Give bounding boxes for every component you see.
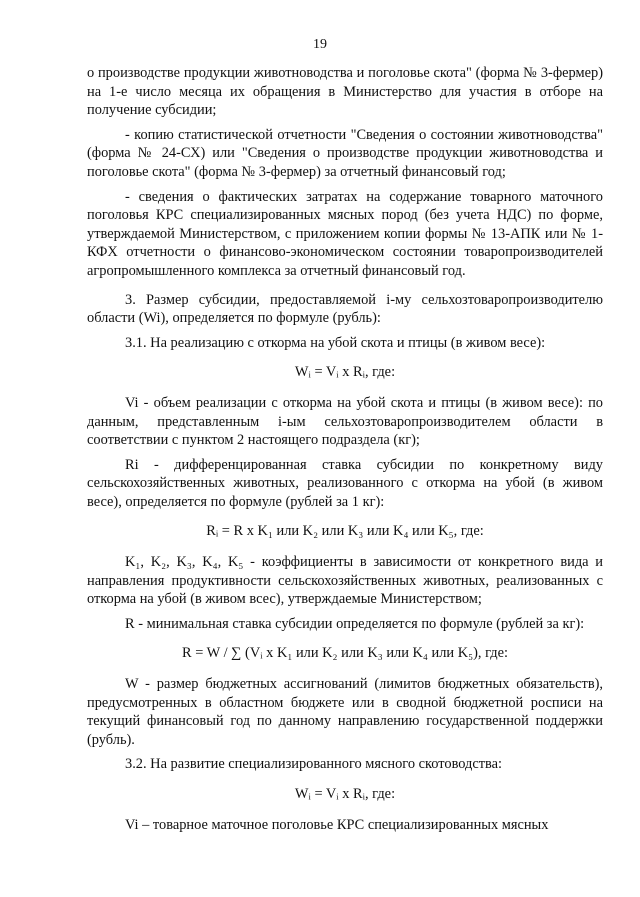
paragraph-ri-definition: Ri - дифференцированная ставка субсидии по конкретному виду сельскохозяйственных животных, реализованного с откорма на убой (в живом весе), определяется по формуле (рублей за 1 кг): — [87, 456, 603, 510]
paragraph-vi-livestock: Vi – товарное маточное поголовье КРС специализированных мясных — [125, 816, 549, 833]
paragraph-coefficients: K₁, K₂, K₃, K₄, K₅ - коэффициенты в зависимости от конкретного вида и направления продуктивности сельскохозяйственных животных, реализованных с откорма на убой (в живом всес), утверждаемые Министерством; — [87, 554, 603, 608]
formula-wi-3-1: Wᵢ = Vᵢ x Rᵢ, где: — [294, 364, 396, 381]
paragraph-3-1-heading: 3.1. На реализацию с откорма на убой скота и птицы (в живом весе): — [125, 334, 546, 351]
paragraph-statistics-copy: - копию статистической отчетности "Сведения о состоянии животноводства" (форма № 24-СХ) или "Сведения о производстве продукции животноводства и поголовье скота" (форма № 3-фермер) за отчетный финансовый год; — [87, 126, 603, 180]
paragraph-w-definition: W - размер бюджетных ассигнований (лимитов бюджетных обязательств), предусмотренных в областном бюджете или в сводной бюджетной росписи на текущий финансовый год по данному направлению государственной поддержки (рубль). — [87, 676, 603, 748]
formula-wi-3-2: Wᵢ = Vᵢ x Rᵢ, где: — [294, 786, 396, 802]
paragraph-r-definition: R - минимальная ставка субсидии определяется по формуле (рублей за кг): — [125, 615, 585, 632]
paragraph-subsidy-size: 3. Размер субсидии, предоставляемой i-му сельхозтоваропроизводителю области (Wi), определяется по формуле (рубль): — [87, 291, 603, 327]
page-number: 19 — [313, 37, 327, 52]
paragraph-actual-costs: - сведения о фактических затратах на содержание товарного маточного поголовья КРС специализированных мясных пород (без учета НДС) по форме, утверждаемой Министерством, с приложением копии формы № 13-АПК или № 1-КФХ отчетности о финансово-экономическом состоянии товаропроизводителей агропромышленного комплекса за отчетный финансовый год. — [87, 188, 603, 279]
document-body — [87, 64, 603, 840]
paragraph-3-2-heading: 3.2. На развитие специализированного мясного скотоводства: — [125, 756, 503, 773]
formula-ri: Rᵢ = R x K₁ или K₂ или K₃ или K₄ или K₅, где: — [206, 523, 484, 540]
paragraph-vi-definition: Vi - объем реализации с откорма на убой скота и птицы (в живом весе): по данным, представленным i-ым сельхозтоваропроизводителем области в соответствии с пунктом 2 настоящего подраздела (кг); — [87, 394, 603, 449]
paragraph-form-3-fermer-continued: о производстве продукции животноводства и поголовье скота" (форма № 3-фермер) на 1-е число месяца их обращения в Министерство для участия в отборе на получение субсидии; — [87, 65, 603, 119]
formula-r: R = W / ∑ (Vᵢ x K₁ или K₂ или K₃ или K₄ или K₅), где: — [182, 645, 508, 662]
